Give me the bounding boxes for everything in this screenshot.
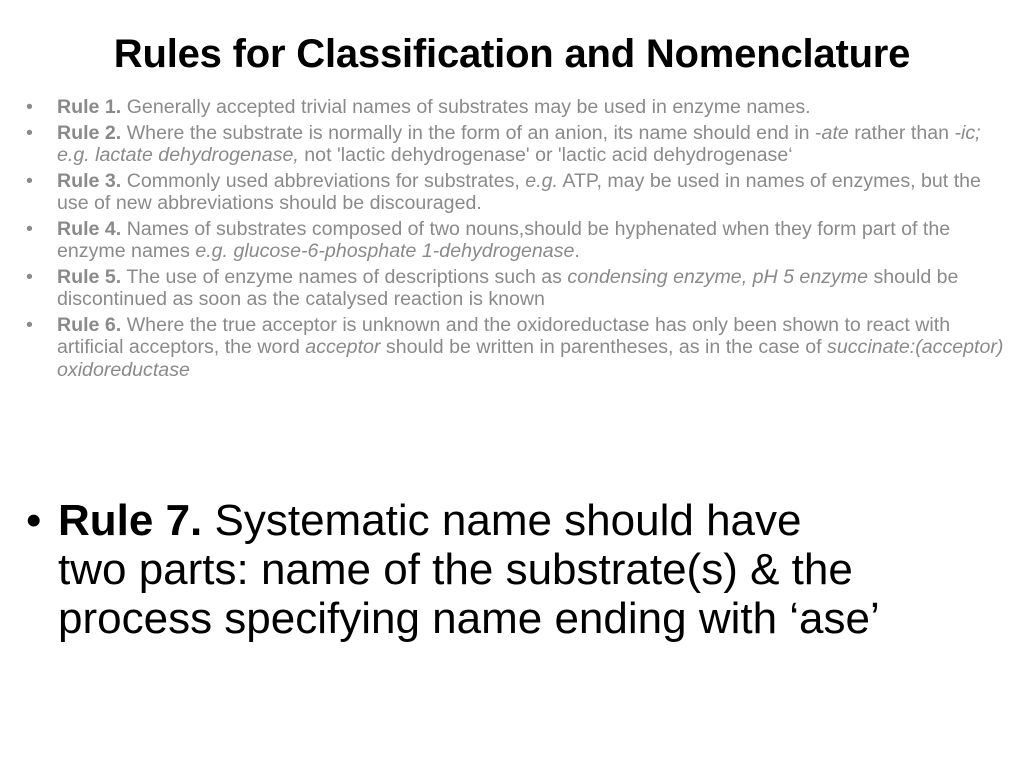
rule-4	[25, 218, 1015, 263]
rule-text: Where the true acceptor is unknown and the oxidoreductase has only been shown to react with artificial acceptors, the word	[57, 313, 951, 358]
rule-3	[25, 170, 1015, 215]
rule-text: rather than	[848, 121, 955, 144]
rule-text: .	[574, 240, 580, 262]
rule-7-line-2: two parts: name of the substrate(s) & the	[58, 545, 853, 594]
rule-italic: acceptor	[305, 336, 381, 358]
rule-text: Where the substrate is normally in the form of an anion, its name should end in -	[121, 121, 822, 144]
rules-list	[25, 96, 1015, 384]
bullet-icon: •	[26, 169, 33, 192]
rule-label: Rule 7.	[58, 496, 203, 545]
rule-7-line-1	[58, 496, 1024, 545]
rule-text: should be written in parentheses, as in the case of	[380, 336, 828, 358]
rule-text: not 'lactic dehydrogenase' or 'lactic acid dehydrogenase‘	[298, 144, 793, 166]
rule-1	[25, 96, 1015, 119]
rule-italic: condensing enzyme, pH 5 enzyme	[567, 265, 869, 288]
bullet-icon: •	[26, 313, 33, 336]
rule-text: Systematic name should have	[202, 496, 802, 545]
bullet-icon: •	[26, 96, 33, 118]
rule-5	[25, 266, 1015, 311]
rule-italic: -ic; e.g. lactate dehydrogenase,	[57, 121, 981, 166]
rule-italic: succinate:(acceptor) oxidoreductase	[57, 336, 1004, 381]
rule-text: Generally accepted trivial names of substrates may be used in enzyme names.	[121, 96, 811, 118]
rule-text: Commonly used abbreviations for substrates,	[121, 169, 526, 192]
rule-label: Rule 2.	[57, 121, 122, 144]
rule-label: Rule 1.	[57, 96, 122, 118]
rule-text: The use of enzyme names of descriptions such as	[121, 265, 568, 288]
rule-italic: e.g. glucose-6-phosphate 1-dehydrogenase	[195, 240, 575, 262]
rule-label: Rule 4.	[57, 217, 122, 240]
rule-2	[25, 122, 1015, 167]
rule-italic: e.g.	[525, 169, 558, 192]
rule-text: ATP, may be used in names of enzymes, but the use of new abbreviations should be discouraged.	[57, 169, 981, 214]
rule-text: should be discontinued as soon as the catalysed reaction is known	[57, 265, 959, 310]
bullet-icon: •	[26, 217, 33, 240]
rule-text: Names of substrates composed of two nouns,should be hyphenated when they form part of the enzyme names	[57, 217, 951, 262]
rule-italic: ate	[821, 121, 849, 144]
bullet-icon: •	[26, 121, 33, 144]
rule-7-line-3: process specifying name ending with ‘ase’	[58, 594, 880, 643]
rule-7	[25, 496, 1024, 643]
bullet-icon: •	[26, 496, 42, 545]
bullet-icon: •	[26, 265, 33, 288]
rule-label: Rule 6.	[57, 313, 122, 336]
rule-6	[25, 314, 1015, 382]
rule-label: Rule 5.	[57, 265, 122, 288]
rule-label: Rule 3.	[57, 169, 122, 192]
slide-title: Rules for Classification and Nomenclature	[113, 32, 911, 76]
